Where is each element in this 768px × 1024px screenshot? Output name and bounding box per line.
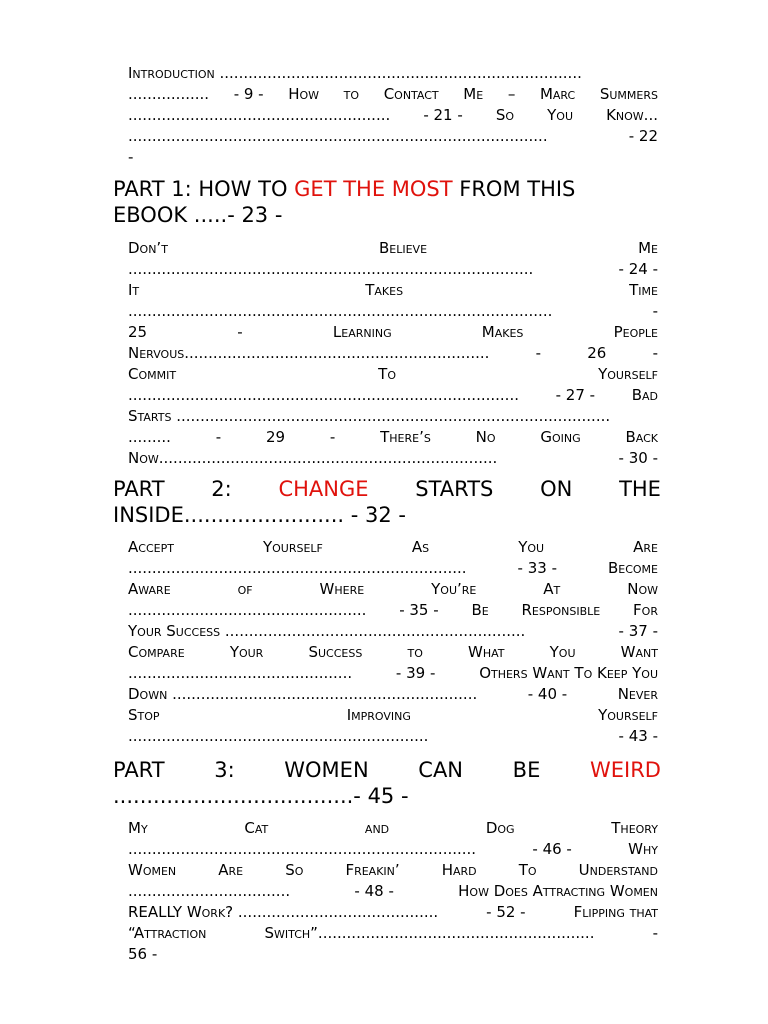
toc-fragment: - 46 -: [532, 840, 572, 858]
toc-line: [128, 385, 658, 406]
toc-fragment: -: [652, 344, 658, 362]
toc-fragment: Why: [628, 840, 658, 858]
part1-heading-continued: EBOOK .....- 23 -: [113, 203, 283, 227]
toc-fragment: There’s: [380, 428, 431, 446]
toc-line: [128, 84, 658, 105]
toc-fragment: -: [535, 344, 542, 362]
toc-line: [128, 558, 658, 579]
toc-line: [128, 537, 658, 558]
toc-fragment: How Does Attracting Women: [458, 882, 658, 900]
toc-fragment: - 30 -: [618, 449, 658, 467]
toc-fragment: ..................................................................................: [128, 386, 519, 404]
toc-fragment: -: [215, 428, 222, 446]
part3-heading-continued: ....................................- 45 -: [113, 784, 409, 808]
toc-fragment: Nervous................................................................: [128, 344, 490, 362]
toc-line: [128, 238, 658, 259]
toc-line: [128, 343, 658, 364]
toc-fragment: - 40 -: [527, 685, 568, 703]
heading-fragment: FROM THIS: [452, 177, 576, 201]
toc-fragment: Yourself: [262, 538, 323, 556]
toc-fragment: You: [518, 538, 545, 556]
toc-line: [128, 126, 658, 147]
toc-fragment: Success: [308, 643, 363, 661]
toc-fragment: So: [495, 106, 515, 124]
toc-fragment: Dog: [485, 819, 515, 837]
toc-fragment: .........................................................................: [128, 840, 477, 858]
toc-fragment: Summers: [599, 85, 658, 103]
toc-line: [128, 818, 658, 839]
heading-fragment: GET THE MOST: [294, 177, 453, 201]
toc-line: [128, 579, 658, 600]
toc-line: [128, 280, 658, 301]
toc-fragment: Makes: [481, 323, 524, 341]
toc-fragment: You: [549, 643, 576, 661]
toc-fragment: “Attraction: [128, 924, 207, 942]
toc-fragment: ..................................................: [128, 601, 367, 619]
toc-fragment: .........: [128, 428, 171, 446]
toc-fragment: Starts ...........................................................................................: [128, 407, 611, 425]
toc-fragment: - 27 -: [555, 386, 596, 404]
heading-fragment: CHANGE: [278, 477, 369, 501]
toc-fragment: Me: [463, 85, 484, 103]
toc-fragment: Stop: [128, 706, 160, 724]
toc-fragment: -: [237, 323, 243, 341]
toc-fragment: As: [411, 538, 430, 556]
toc-fragment: To: [518, 861, 537, 879]
toc-fragment: 29: [265, 428, 286, 446]
toc-fragment: Freakin’: [345, 861, 400, 879]
toc-line: [128, 63, 658, 84]
toc-fragment: Marc: [539, 85, 576, 103]
heading-fragment: ON: [540, 477, 573, 501]
toc-fragment: Yourself: [598, 365, 658, 383]
toc-fragment: to: [343, 85, 360, 103]
toc-fragment: Understand: [578, 861, 658, 879]
part2-heading-continued: INSIDE........................ - 32 -: [113, 503, 406, 527]
toc-fragment: Improving: [346, 706, 411, 724]
toc-line: [128, 642, 658, 663]
heading-fragment: WEIRD: [589, 758, 661, 782]
toc-line: [128, 663, 658, 684]
toc-fragment: Introduction ............................................................................: [128, 64, 582, 82]
toc-fragment: - 24 -: [618, 260, 658, 278]
toc-line: [128, 322, 658, 343]
toc-fragment: Responsible: [521, 601, 601, 619]
toc-line: [128, 364, 658, 385]
heading-fragment: 3:: [214, 758, 235, 782]
toc-line: [128, 902, 658, 923]
toc-fragment: Aware: [128, 580, 171, 598]
toc-fragment: Down ................................................................: [128, 685, 478, 703]
toc-fragment: ...............................................: [128, 664, 353, 682]
part3-heading: [113, 757, 661, 783]
heading-fragment: THE: [619, 477, 661, 501]
toc-fragment: - 37 -: [618, 622, 658, 640]
toc-fragment: Learning: [332, 323, 392, 341]
toc-fragment: Going: [540, 428, 581, 446]
toc-fragment: Hard: [441, 861, 477, 879]
toc-fragment: .................: [128, 85, 210, 103]
toc-fragment: Back: [625, 428, 658, 446]
toc-fragment: Yourself: [598, 706, 658, 724]
toc-fragment: For: [633, 601, 658, 619]
toc-line: [128, 881, 658, 902]
heading-fragment: STARTS: [415, 477, 494, 501]
toc-fragment: Contact: [383, 85, 439, 103]
toc-fragment: What: [468, 643, 505, 661]
toc-fragment: You’re: [431, 580, 477, 598]
toc-fragment: It: [128, 281, 140, 299]
toc-fragment: No: [475, 428, 496, 446]
toc-fragment: 56 -: [128, 945, 158, 963]
heading-fragment: PART: [113, 477, 165, 501]
toc-fragment: Be: [471, 601, 489, 619]
toc-fragment: So: [285, 861, 304, 879]
toc-fragment: ...............................................................: [128, 727, 429, 745]
toc-line: [128, 147, 658, 168]
toc-line: [128, 600, 658, 621]
toc-fragment: Takes: [365, 281, 404, 299]
toc-fragment: - 48 -: [354, 882, 394, 900]
heading-fragment: 2:: [211, 477, 232, 501]
toc-fragment: Want: [620, 643, 658, 661]
toc-fragment: Don’t: [128, 239, 168, 257]
toc-fragment: Never: [617, 685, 658, 703]
toc-line: [128, 860, 658, 881]
toc-fragment: -: [652, 302, 658, 320]
toc-fragment: Your Success ...............................................................: [128, 622, 526, 640]
toc-fragment: You: [547, 106, 573, 124]
toc-line: [128, 944, 658, 965]
toc-fragment: Women: [128, 861, 177, 879]
toc-fragment: REALLY Work? ..........................................: [128, 903, 439, 921]
toc-fragment: Accept: [128, 538, 174, 556]
toc-line: [128, 839, 658, 860]
toc-fragment: - 43 -: [618, 727, 658, 745]
toc-fragment: Now: [627, 580, 658, 598]
toc-fragment: - 35 -: [399, 601, 439, 619]
toc-fragment: Me: [638, 239, 658, 257]
toc-fragment: - 33 -: [517, 559, 557, 577]
toc-fragment: –: [507, 85, 516, 103]
toc-fragment: - 21 -: [423, 106, 463, 124]
heading-fragment: PART 1: HOW TO: [113, 177, 295, 201]
toc-fragment: Bad: [631, 386, 658, 404]
toc-line: [128, 259, 658, 280]
toc-fragment: Believe: [378, 239, 428, 257]
toc-fragment: - 52 -: [486, 903, 526, 921]
toc-fragment: 26: [587, 344, 607, 362]
toc-fragment: ..................................: [128, 882, 291, 900]
toc-line: [128, 705, 658, 726]
part1-heading: [113, 176, 661, 202]
heading-fragment: PART: [113, 758, 165, 782]
toc-fragment: Your: [229, 643, 264, 661]
toc-fragment: My: [128, 819, 148, 837]
toc-fragment: .........................................................................................: [128, 302, 553, 320]
toc-fragment: of: [237, 580, 253, 598]
toc-fragment: Switch”..........................................................: [264, 924, 595, 942]
toc-fragment: -: [128, 148, 134, 166]
toc-line: [128, 923, 658, 944]
toc-fragment: Flipping that: [573, 903, 658, 921]
toc-fragment: Commit: [128, 365, 177, 383]
toc-fragment: Now.......................................................................: [128, 449, 498, 467]
toc-line: [128, 406, 658, 427]
toc-line: [128, 427, 658, 448]
toc-fragment: People: [613, 323, 658, 341]
toc-fragment: Know...: [606, 106, 658, 124]
toc-fragment: Others Want To Keep You: [479, 664, 658, 682]
toc-line: [128, 726, 658, 747]
toc-fragment: .......................................................: [128, 106, 391, 124]
toc-fragment: to: [407, 643, 423, 661]
toc-line: [128, 621, 658, 642]
toc-fragment: Compare: [128, 643, 185, 661]
toc-fragment: ........................................................................................: [128, 127, 548, 145]
toc-fragment: 25: [128, 323, 148, 341]
toc-fragment: Theory: [611, 819, 658, 837]
toc-fragment: and: [364, 819, 390, 837]
toc-fragment: Are: [218, 861, 244, 879]
toc-fragment: Cat: [244, 819, 269, 837]
toc-line: [128, 301, 658, 322]
heading-fragment: WOMEN: [284, 758, 369, 782]
toc-fragment: -: [329, 428, 336, 446]
toc-fragment: How: [288, 85, 320, 103]
toc-fragment: -: [652, 924, 658, 942]
toc-fragment: - 9 -: [233, 85, 264, 103]
toc-fragment: To: [378, 365, 396, 383]
toc-fragment: - 22: [628, 127, 658, 145]
toc-fragment: .....................................................................................: [128, 260, 534, 278]
toc-fragment: Where: [319, 580, 365, 598]
part2-heading: [113, 476, 661, 502]
heading-fragment: CAN: [418, 758, 464, 782]
toc-fragment: Become: [607, 559, 658, 577]
heading-fragment: BE: [512, 758, 541, 782]
toc-fragment: - 39 -: [395, 664, 436, 682]
toc-line: [128, 105, 658, 126]
toc-fragment: .......................................................................: [128, 559, 467, 577]
toc-fragment: At: [543, 580, 561, 598]
toc-line: [128, 684, 658, 705]
toc-fragment: Time: [629, 281, 658, 299]
toc-line: [128, 448, 658, 469]
toc-fragment: Are: [633, 538, 658, 556]
